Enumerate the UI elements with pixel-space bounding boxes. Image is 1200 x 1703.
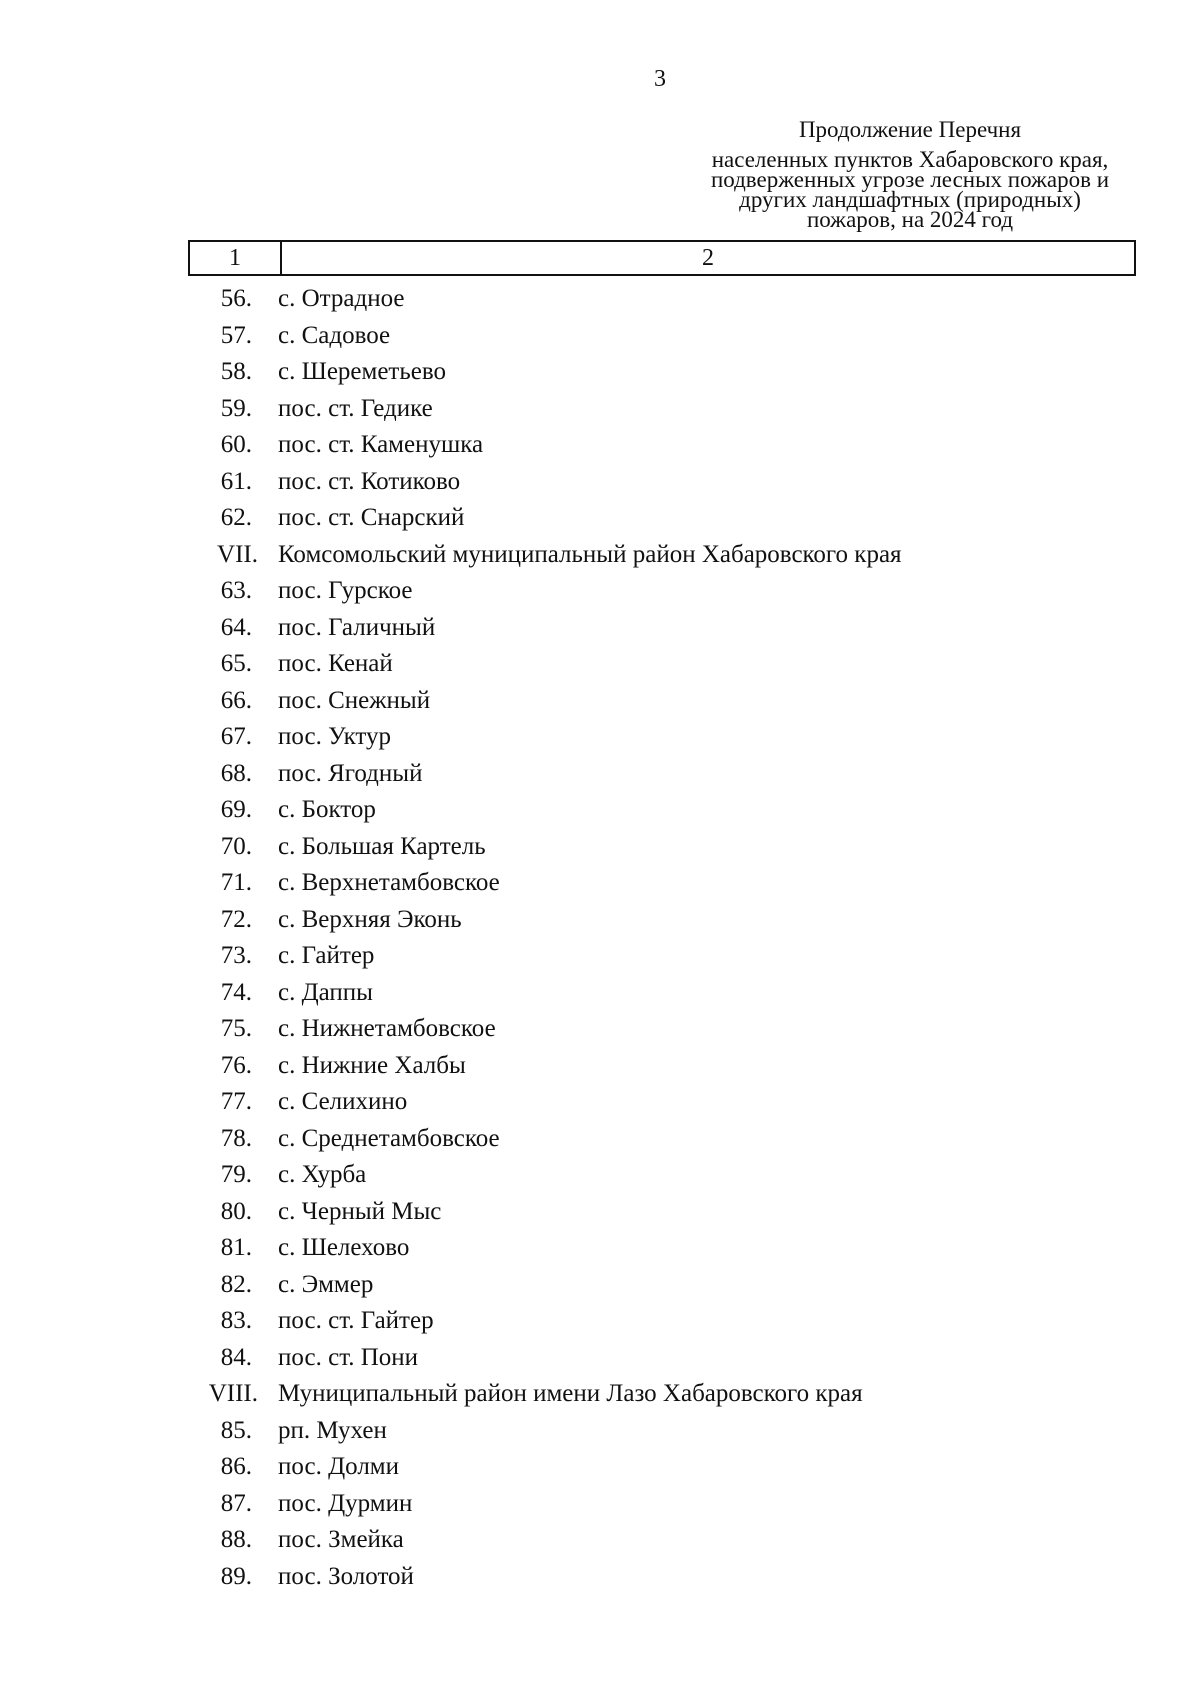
- item-number: 64.: [220, 613, 252, 641]
- settlement-name: с. Среднетамбовское: [278, 1124, 500, 1152]
- list-item: [188, 1194, 1136, 1231]
- item-number: 74.: [220, 978, 252, 1006]
- item-number: 63.: [220, 577, 252, 605]
- continuation-line: подверженных угрозе лесных пожаров и: [710, 167, 1110, 192]
- settlement-name: с. Хурба: [278, 1161, 367, 1189]
- item-number: 78.: [220, 1124, 252, 1152]
- list-item: [188, 792, 1136, 829]
- section-number: VII.: [217, 540, 258, 568]
- item-number: 66.: [220, 686, 252, 714]
- list-item: [188, 427, 1136, 464]
- section-number: VIII.: [208, 1380, 258, 1408]
- list-item: [188, 1157, 1136, 1194]
- table-header: [188, 240, 1136, 276]
- item-number: 70.: [220, 832, 252, 860]
- item-number: 86.: [220, 1453, 252, 1481]
- list-item: [188, 464, 1136, 501]
- continuation-line: пожаров, на 2024 год: [806, 207, 1014, 232]
- settlement-name: пос. Уктур: [278, 723, 392, 751]
- item-number: 81.: [220, 1234, 252, 1262]
- settlement-name: с. Боктор: [278, 796, 376, 824]
- item-number: 60.: [220, 431, 252, 459]
- item-number: 58.: [220, 358, 252, 386]
- settlement-name: с. Верхнетамбовское: [278, 869, 500, 897]
- section-title: Комсомольский муниципальный район Хабаровского края: [278, 540, 902, 568]
- item-number: 62.: [220, 504, 252, 532]
- item-number: 57.: [220, 321, 252, 349]
- settlement-name: пос. Золотой: [278, 1562, 414, 1590]
- item-number: 89.: [220, 1562, 252, 1590]
- settlement-name: пос. ст. Гайтер: [278, 1307, 434, 1335]
- item-number: 85.: [220, 1416, 252, 1444]
- settlement-name: с. Селихино: [278, 1088, 408, 1116]
- settlement-name: пос. Галичный: [278, 613, 436, 641]
- item-number: 61.: [220, 467, 252, 495]
- table-header-col-name: 2: [702, 245, 714, 271]
- list-item: [188, 1449, 1136, 1486]
- item-number: 68.: [220, 759, 252, 787]
- item-number: 75.: [220, 1015, 252, 1043]
- list-item: [188, 610, 1136, 647]
- settlement-name: с. Эммер: [278, 1270, 374, 1298]
- item-number: 80.: [220, 1197, 252, 1225]
- settlement-name: пос. Дурмин: [278, 1489, 413, 1517]
- list-item: [188, 1121, 1136, 1158]
- list-item: [188, 646, 1136, 683]
- item-number: 77.: [220, 1088, 252, 1116]
- settlement-name: с. Большая Картель: [278, 832, 486, 860]
- list-item: [188, 1084, 1136, 1121]
- settlement-name: пос. ст. Снарский: [278, 504, 465, 532]
- list-item: [188, 1303, 1136, 1340]
- item-number: 73.: [220, 942, 252, 970]
- section-title: Муниципальный район имени Лазо Хабаровского края: [278, 1380, 863, 1408]
- item-number: 59.: [220, 394, 252, 422]
- item-number: 84.: [220, 1343, 252, 1371]
- table-header-col-number: 1: [190, 242, 282, 274]
- list-item: [188, 1011, 1136, 1048]
- settlement-name: пос. ст. Котиково: [278, 467, 461, 495]
- settlement-name: пос. Ягодный: [278, 759, 423, 787]
- list-item: [188, 829, 1136, 866]
- settlement-name: с. Даппы: [278, 978, 373, 1006]
- list-item: [188, 756, 1136, 793]
- list-item: [188, 1230, 1136, 1267]
- settlement-name: с. Шереметьево: [278, 358, 446, 386]
- list-item: [188, 975, 1136, 1012]
- settlement-name: пос. ст. Гедике: [278, 394, 433, 422]
- section-heading-row: [188, 1376, 1136, 1413]
- item-number: 88.: [220, 1526, 252, 1554]
- settlement-list: [188, 281, 1136, 1595]
- continuation-line: населенных пунктов Хабаровского края,: [711, 147, 1109, 172]
- page-number: 3: [654, 66, 666, 92]
- settlement-name: с. Верхняя Эконь: [278, 905, 462, 933]
- settlement-name: пос. Змейка: [278, 1526, 404, 1554]
- list-item: [188, 719, 1136, 756]
- settlement-name: пос. Долми: [278, 1453, 399, 1481]
- settlement-name: пос. ст. Пони: [278, 1343, 419, 1371]
- list-item: [188, 1486, 1136, 1523]
- item-number: 71.: [220, 869, 252, 897]
- continuation-heading: [690, 118, 1130, 230]
- settlement-name: с. Гайтер: [278, 942, 375, 970]
- settlement-name: пос. ст. Каменушка: [278, 431, 484, 459]
- list-item: [188, 938, 1136, 975]
- item-number: 79.: [220, 1161, 252, 1189]
- section-heading-row: [188, 537, 1136, 574]
- list-item: [188, 865, 1136, 902]
- settlement-name: пос. Гурское: [278, 577, 413, 605]
- item-number: 65.: [220, 650, 252, 678]
- list-item: [188, 573, 1136, 610]
- item-number: 76.: [220, 1051, 252, 1079]
- item-number: 82.: [220, 1270, 252, 1298]
- list-item: [188, 1340, 1136, 1377]
- item-number: 56.: [220, 285, 252, 313]
- list-item: [188, 354, 1136, 391]
- continuation-title: Продолжение Перечня: [798, 117, 1022, 142]
- list-item: [188, 1048, 1136, 1085]
- list-item: [188, 902, 1136, 939]
- item-number: 67.: [220, 723, 252, 751]
- settlement-name: с. Нижнетамбовское: [278, 1015, 496, 1043]
- list-item: [188, 1267, 1136, 1304]
- item-number: 83.: [220, 1307, 252, 1335]
- continuation-line: других ландшафтных (природных): [739, 187, 1081, 212]
- list-item: [188, 1559, 1136, 1596]
- settlement-name: с. Отрадное: [278, 285, 405, 313]
- settlement-name: пос. Кенай: [278, 650, 393, 678]
- settlement-name: рп. Мухен: [278, 1416, 387, 1444]
- item-number: 87.: [220, 1489, 252, 1517]
- settlement-name: с. Садовое: [278, 321, 391, 349]
- settlement-name: с. Шелехово: [278, 1234, 410, 1262]
- list-item: [188, 1522, 1136, 1559]
- list-item: [188, 500, 1136, 537]
- list-item: [188, 1413, 1136, 1450]
- item-number: 72.: [220, 905, 252, 933]
- list-item: [188, 318, 1136, 355]
- list-item: [188, 683, 1136, 720]
- list-item: [188, 391, 1136, 428]
- item-number: 69.: [220, 796, 252, 824]
- settlement-name: с. Нижние Халбы: [278, 1051, 466, 1079]
- settlement-name: с. Черный Мыс: [278, 1197, 442, 1225]
- list-item: [188, 281, 1136, 318]
- settlement-name: пос. Снежный: [278, 686, 431, 714]
